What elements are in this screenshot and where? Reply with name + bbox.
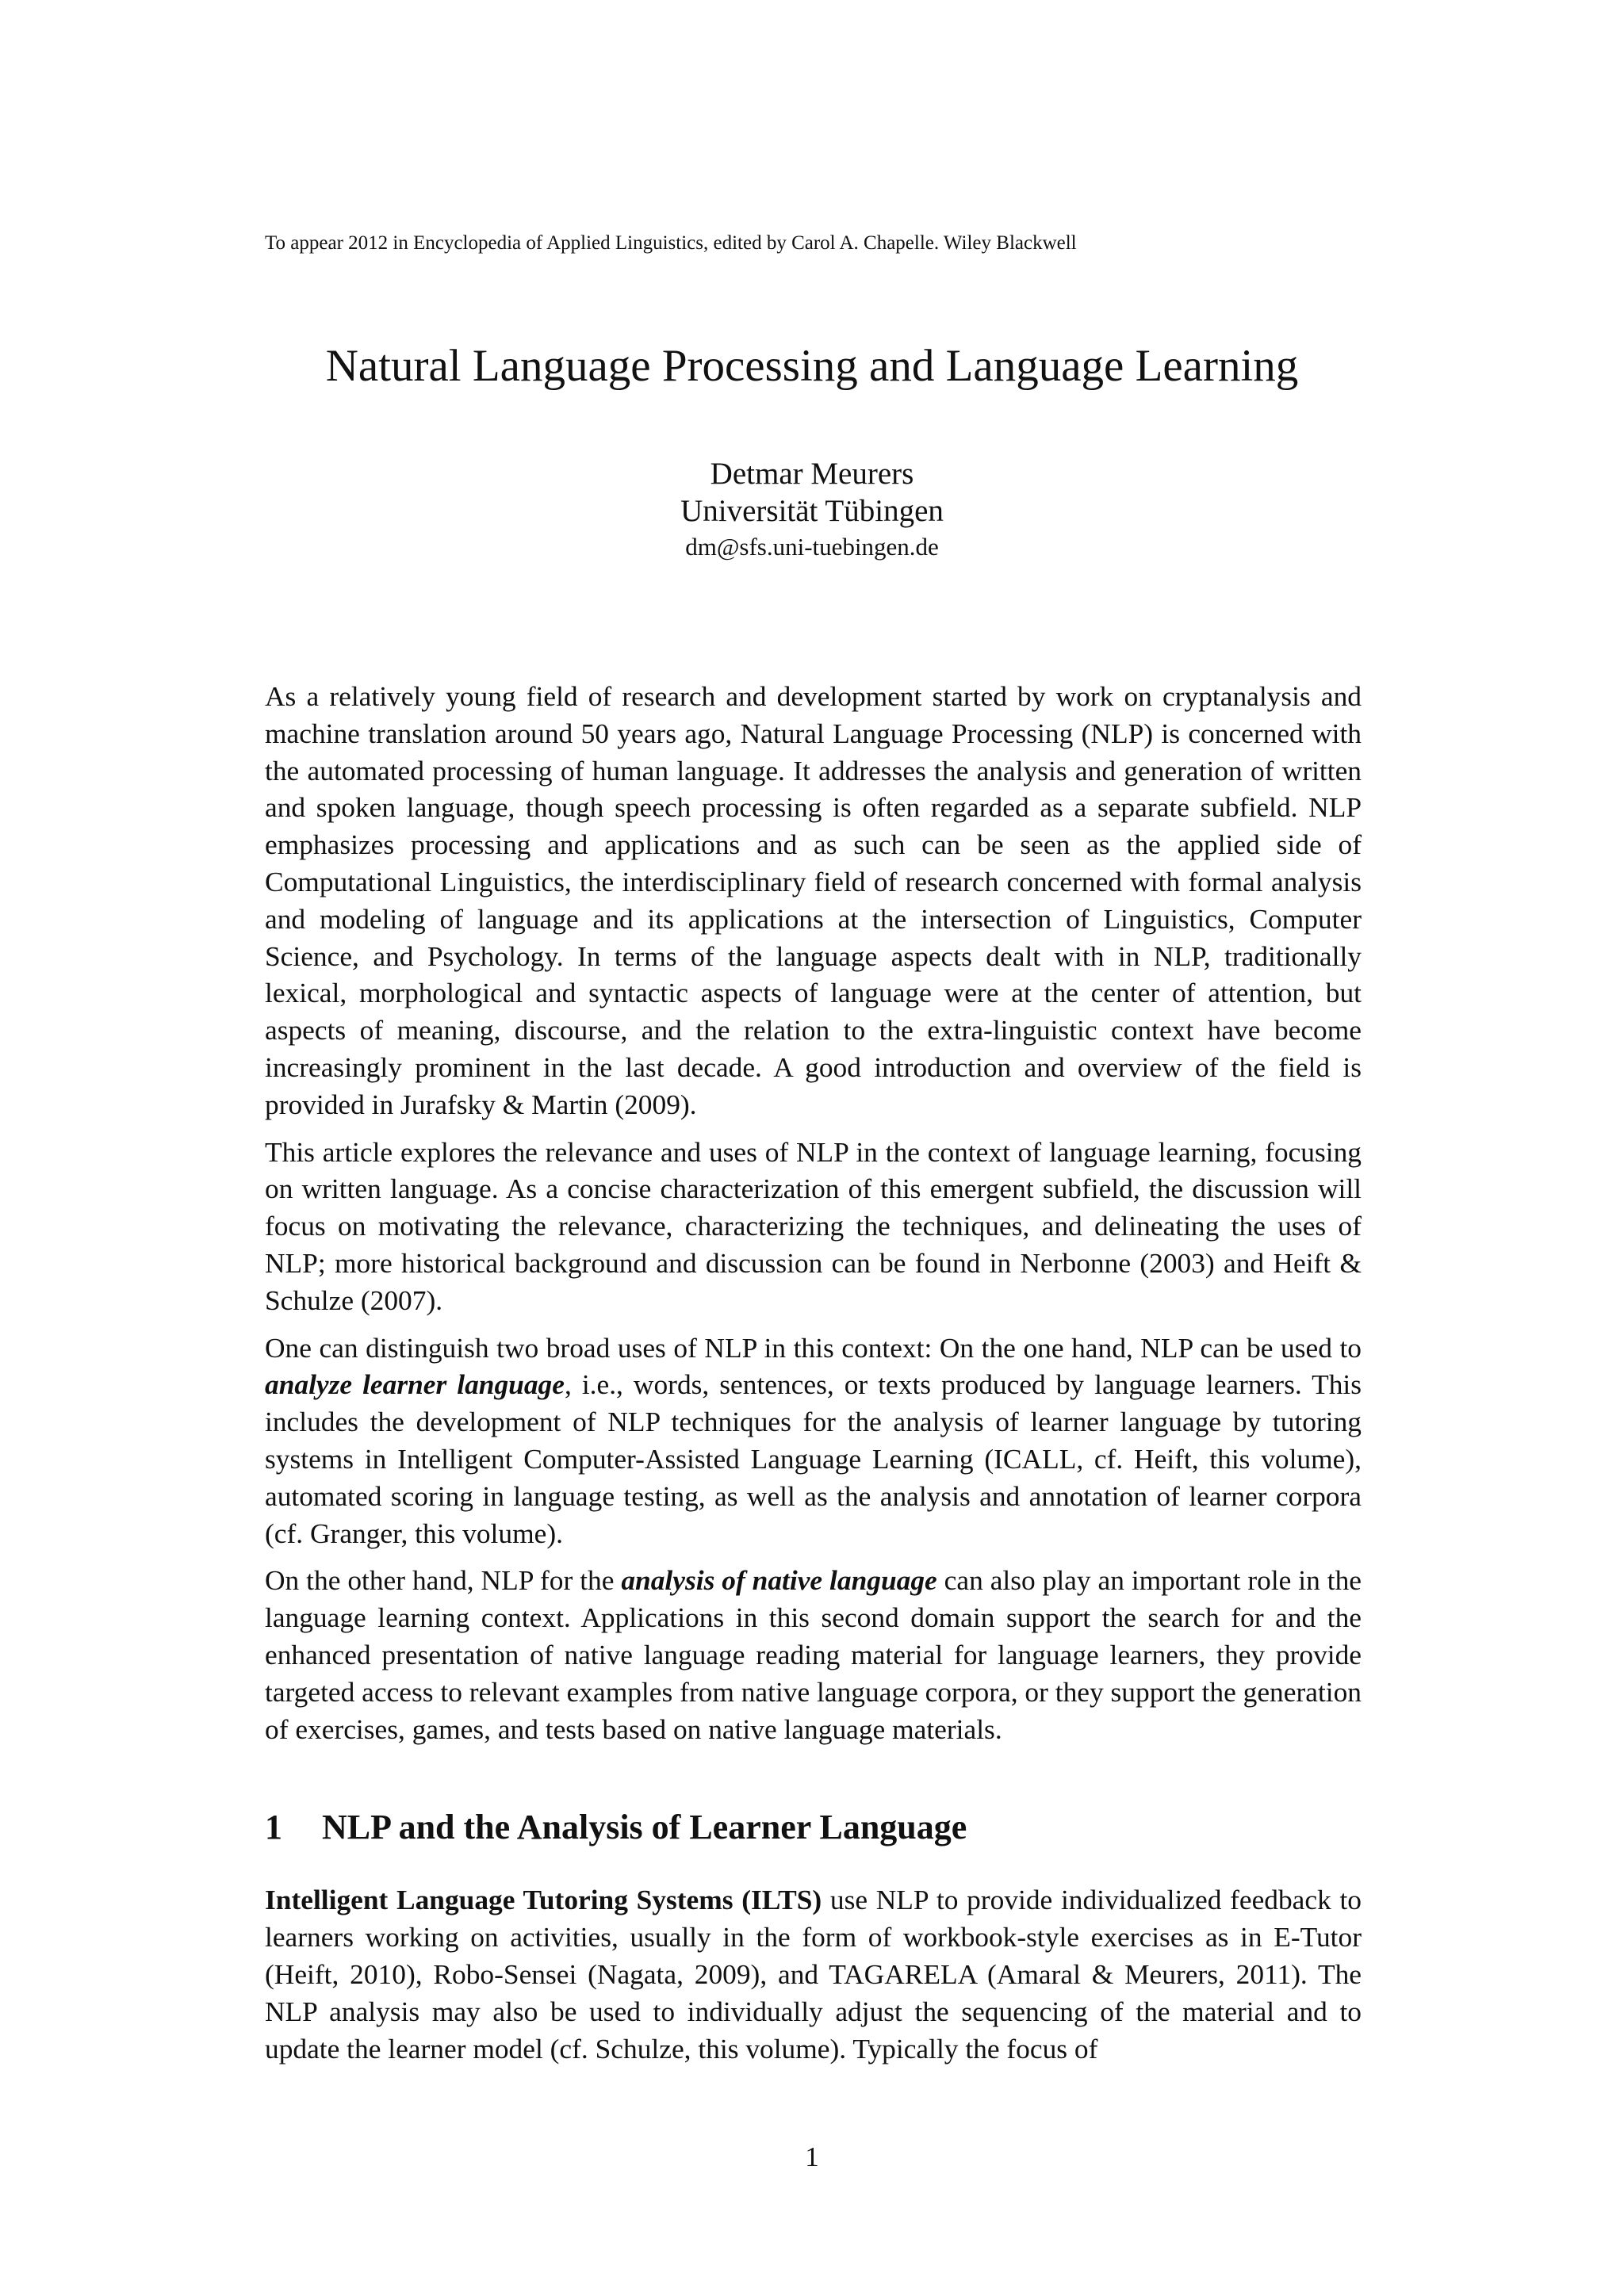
paragraph-text: , i.e., words, sentences, or texts produced by language learners. This includes the development of NLP techniques for the analysis of learner language by tutoring systems in Intelligent Computer-Assisted Language Learning (ICALL, cf. Heift, this volume), automated scoring in language testing, as well as the analysis and annotation of learner corpora (cf. Granger, this volume). (265, 1368, 1362, 1549)
intro-paragraph-4 (265, 1562, 1362, 1747)
emphasis-term: analysis of native language (621, 1564, 937, 1597)
section-heading (265, 1807, 1362, 1848)
section-number: 1 (265, 1808, 282, 1847)
author-name: Detmar Meurers (710, 457, 914, 491)
intro-paragraph-1: As a relatively young field of research and development started by work on cryptanalysis and machine translation around 50 years ago, Natural Language Processing (NLP) is concerned with the automated processing of human language. It addresses the analysis and generation of written and spoken language, though speech processing is often regarded as a separate subfield. NLP emphasizes processing and applications and as such can be seen as the applied side of Computational Linguistics, the interdisciplinary field of research concerned with formal analysis and modeling of language and its applications at the intersection of Linguistics, Computer Science, and Psychology. In terms of the language aspects dealt with in NLP, traditionally lexical, morphological and syntactic aspects of language were at the center of attention, but aspects of meaning, discourse, and the relation to the extra-linguistic context have become increasingly prominent in the last decade. A good introduction and overview of the field is provided in Jurafsky & Martin (2009). (265, 680, 1362, 1120)
section-title: NLP and the Analysis of Learner Language (322, 1808, 967, 1847)
title-block (0, 339, 1624, 564)
paper-title: Natural Language Processing and Language Learning (325, 341, 1299, 391)
author-affiliation: Universität Tübingen (680, 494, 944, 528)
intro-paragraph-2: This article explores the relevance and uses of NLP in the context of language learning, focusing on written language. As a concise characterization of this emergent subfield, the discussion will focus on motivating the relevance, characterizing the techniques, and delineating the uses of NLP; more historical background and discussion can be found in Nerbonne (2003) and Heift & Schulze (2007). (265, 1135, 1362, 1316)
paragraph-text: One can distinguish two broad uses of NLP in this context: On the one hand, NLP can be used to (265, 1331, 1362, 1364)
intro-paragraph-3 (265, 1330, 1362, 1552)
page-number: 1 (805, 2141, 819, 2172)
running-head: To appear 2012 in Encyclopedia of Applied Linguistics, edited by Carol A. Chapelle. Wiley Blackwell (265, 232, 1077, 254)
paper-body (265, 678, 1362, 2077)
bold-lead-term: Intelligent Language Tutoring Systems (ILTS) (265, 1884, 822, 1916)
paragraph-text: use NLP to provide individualized feedback to learners working on activities, usually in the form of workbook-style exercises as in E-Tutor (Heift, 2010), Robo-Sensei (Nagata, 2009), and TAGARELA (Amaral & Meurers, 2011). The NLP analysis may also be used to individually adjust the sequencing of the material and to update the learner model (cf. Schulze, this volume). Typically the focus of (265, 1884, 1362, 2064)
emphasis-term: analyze learner language (265, 1368, 565, 1401)
paragraph-text: can also play an important role in the language learning context. Applications in this second domain support the search for and the enhanced presentation of native language reading material for language learners, they provide targeted access to relevant examples from native language corpora, or they support the generation of exercises, games, and tests based on native language materials. (265, 1564, 1362, 1745)
paragraph-text: On the other hand, NLP for the (265, 1564, 622, 1597)
section-paragraph-1 (265, 1881, 1362, 2067)
author-email[interactable]: dm@sfs.uni-tuebingen.de (685, 533, 939, 561)
